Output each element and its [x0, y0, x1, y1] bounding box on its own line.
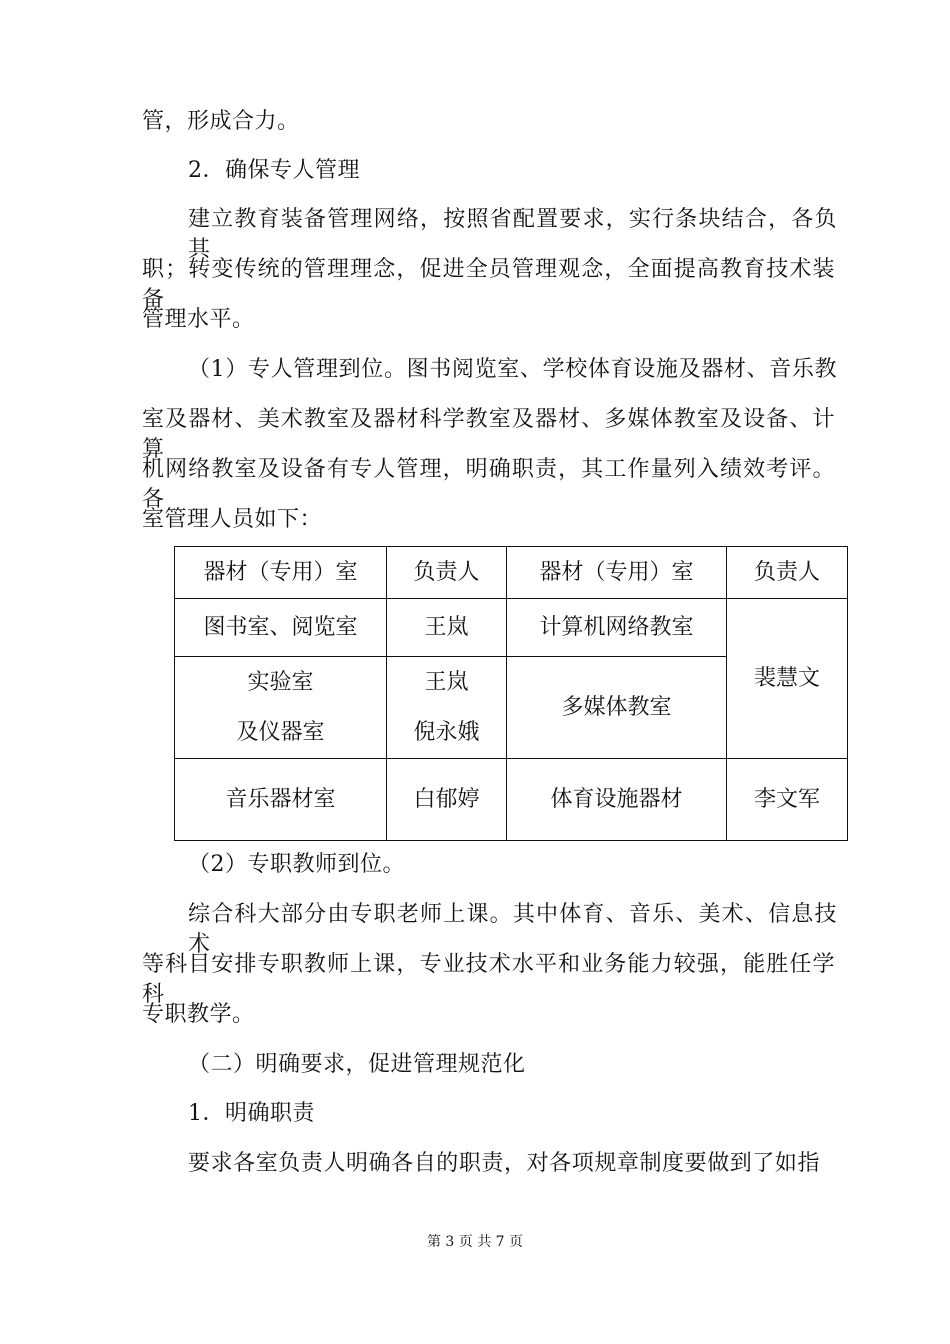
cell-line: 实验室	[247, 669, 314, 695]
table-cell: 王岚	[387, 599, 507, 657]
paragraph-line: 综合科大部分由专职老师上课。其中体育、音乐、美术、信息技术	[188, 902, 837, 957]
table-cell: 体育设施器材	[507, 759, 727, 841]
cell-line: 及仪器室	[236, 719, 325, 745]
paragraph-line: 要求各室负责人明确各自的职责，对各项规章制度要做到了如指	[188, 1151, 820, 1176]
header-cell-room: 器材（专用）室	[507, 547, 727, 599]
paragraph-line: （2）专职教师到位。	[188, 852, 405, 877]
paragraph-line: 建立教育装备管理网络，按照省配置要求，实行条块结合，各负其	[188, 207, 837, 262]
header-cell-person: 负责人	[387, 547, 507, 599]
room-manager-table	[174, 546, 848, 841]
table-cell: 图书室、阅览室	[175, 599, 387, 657]
table-cell: 白郁婷	[387, 759, 507, 841]
table-row	[175, 759, 848, 841]
section-heading-clarify-requirements: （二）明确要求，促进管理规范化	[188, 1052, 526, 1077]
paragraph-line: 等科目安排专职教师上课，专业技术水平和业务能力较强，能胜任学科	[142, 952, 835, 1007]
cell-line: 倪永娥	[413, 719, 480, 745]
header-cell-room: 器材（专用）室	[175, 547, 387, 599]
table-cell	[387, 657, 507, 759]
cell-line: 王岚	[424, 669, 469, 695]
paragraph-line: 机网络教室及设备有专人管理，明确职责，其工作量列入绩效考评。各	[142, 457, 835, 512]
table-cell: 音乐器材室	[175, 759, 387, 841]
table-row	[175, 599, 848, 657]
table-cell: 计算机网络教室	[507, 599, 727, 657]
page-number-footer: 第 3 页 共 7 页	[426, 1234, 524, 1250]
table-cell: 李文军	[727, 759, 848, 841]
table-cell	[175, 657, 387, 759]
paragraph-line: （1）专人管理到位。图书阅览室、学校体育设施及器材、音乐教	[188, 357, 837, 382]
paragraph-line: 管理水平。	[142, 307, 255, 332]
paragraph-line: 室及器材、美术教室及器材科学教室及器材、多媒体教室及设备、计算	[142, 407, 835, 462]
section-heading-clarify-duties: 1．明确职责	[188, 1101, 315, 1126]
table-header-row	[175, 547, 848, 599]
paragraph-continuation: 管，形成合力。	[142, 109, 300, 134]
paragraph-line: 职；转变传统的管理理念，促进全员管理观念，全面提高教育技术装备	[142, 257, 835, 312]
paragraph-line: 室管理人员如下：	[142, 507, 323, 532]
table-cell: 裴慧文	[727, 599, 848, 759]
header-cell-person: 负责人	[727, 547, 848, 599]
table-cell: 多媒体教室	[507, 657, 727, 759]
paragraph-line: 专职教学。	[142, 1002, 255, 1027]
section-heading-staff-management: 2．确保专人管理	[188, 158, 360, 183]
